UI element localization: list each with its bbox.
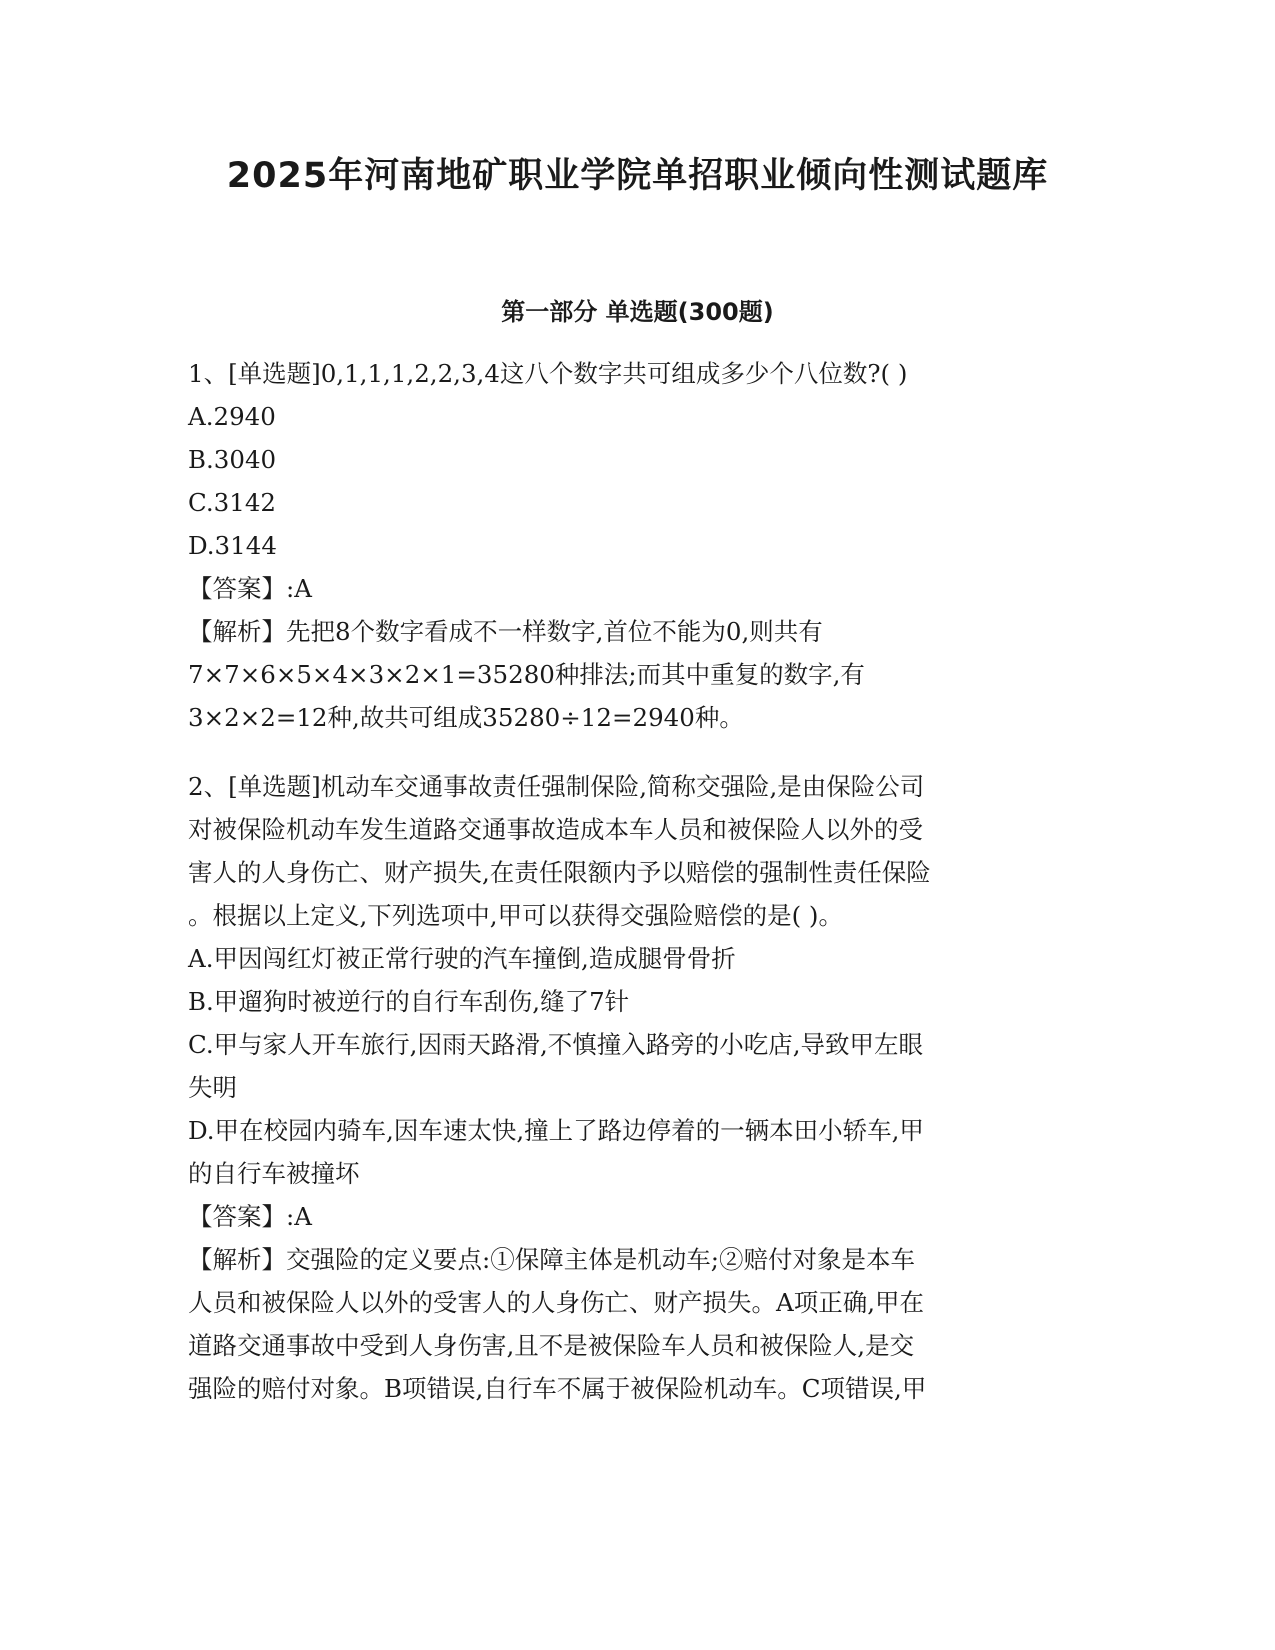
question-1 bbox=[188, 352, 1088, 739]
document-body bbox=[188, 352, 1088, 1410]
option-b: B.甲遛狗时被逆行的自行车刮伤,缝了7针 bbox=[188, 987, 630, 1016]
analysis-line: 7×7×6×5×4×3×2×1=35280种排法;而其中重复的数字,有 bbox=[188, 660, 865, 689]
analysis-line: 【解析】先把8个数字看成不一样数字,首位不能为0,则共有 bbox=[188, 617, 823, 646]
question-spacer bbox=[188, 739, 1088, 765]
analysis-line: 道路交通事故中受到人身伤害,且不是被保险车人员和被保险人,是交 bbox=[188, 1331, 915, 1360]
question-stem-line: 害人的人身伤亡、财产损失,在责任限额内予以赔偿的强制性责任保险 bbox=[188, 858, 931, 887]
option-d: D.甲在校园内骑车,因车速太快,撞上了路边停着的一辆本田小轿车,甲 bbox=[188, 1116, 924, 1145]
answer-line: 【答案】:A bbox=[188, 1202, 312, 1231]
analysis-line: 人员和被保险人以外的受害人的人身伤亡、财产损失。A项正确,甲在 bbox=[188, 1288, 924, 1317]
question-stem-line: 。根据以上定义,下列选项中,甲可以获得交强险赔偿的是( )。 bbox=[188, 901, 843, 930]
document-title: 2025年河南地矿职业学院单招职业倾向性测试题库 bbox=[226, 156, 1049, 196]
analysis-line: 强险的赔付对象。B项错误,自行车不属于被保险机动车。C项错误,甲 bbox=[188, 1374, 927, 1403]
option-d-continued: 的自行车被撞坏 bbox=[188, 1159, 360, 1188]
option-c: C.甲与家人开车旅行,因雨天路滑,不慎撞入路旁的小吃店,导致甲左眼 bbox=[188, 1030, 924, 1059]
option-c: C.3142 bbox=[188, 488, 277, 517]
option-a: A.2940 bbox=[188, 402, 276, 431]
question-stem-line: 2、[单选题]机动车交通事故责任强制保险,简称交强险,是由保险公司 bbox=[188, 772, 925, 801]
option-c-continued: 失明 bbox=[188, 1073, 237, 1102]
section-title: 第一部分 单选题(300题) bbox=[501, 298, 774, 326]
option-b: B.3040 bbox=[188, 445, 277, 474]
analysis-line: 【解析】交强险的定义要点:①保障主体是机动车;②赔付对象是本车 bbox=[188, 1245, 916, 1274]
question-2 bbox=[188, 765, 1088, 1410]
option-d: D.3144 bbox=[188, 531, 277, 560]
analysis-line: 3×2×2=12种,故共可组成35280÷12=2940种。 bbox=[188, 703, 744, 732]
question-stem-line: 1、[单选题]0,1,1,1,2,2,3,4这八个数字共可组成多少个八位数?( ) bbox=[188, 359, 908, 388]
answer-line: 【答案】:A bbox=[188, 574, 312, 603]
question-stem-line: 对被保险机动车发生道路交通事故造成本车人员和被保险人以外的受 bbox=[188, 815, 923, 844]
option-a: A.甲因闯红灯被正常行驶的汽车撞倒,造成腿骨骨折 bbox=[188, 944, 736, 973]
